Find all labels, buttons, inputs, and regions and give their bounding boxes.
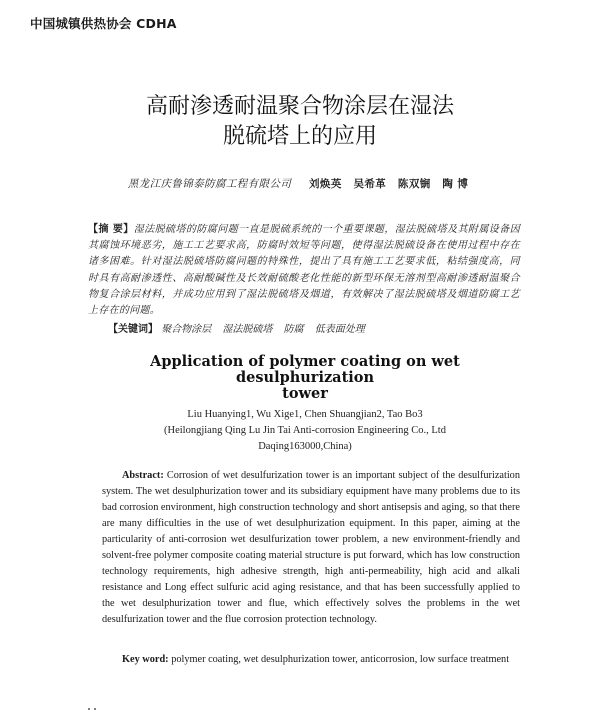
keywords-english: [102, 652, 520, 668]
title-chinese-line-2: 脱硫塔上的应用: [222, 124, 377, 149]
title-chinese: [0, 92, 600, 152]
affiliation-english: (Heilongjiang Qing Lu Jin Tai Anti-corrosion Engineering Co., Ltd: [164, 425, 446, 436]
abstract-chinese: [88, 222, 520, 319]
keyword-cn: 防腐: [283, 324, 304, 335]
keyword-cn: 低表面处理: [314, 324, 365, 335]
abstract-english: [102, 468, 520, 628]
affiliation-chinese: 黑龙江庆鲁锦泰防腐工程有限公司: [127, 178, 292, 190]
abstract-chinese-text: 湿法脱硫塔的防腐问题一直是脱硫系统的一个重要课题，湿法脱硫塔及其附属设备因其腐蚀环境恶劣，施工工艺要求高，防腐时效短等问题，使得湿法脱硫设备在使用过程中存在诸多困难。针对湿法脱硫塔防腐问题的特殊性，提出了具有施工工艺要求低，粘结强度高，同时具有高耐渗透性、高耐酸碱性及长效耐硫酸老化性能的新型环保无溶剂型高耐渗透耐温聚合物复合涂层材料，并成功应用到了湿法脱硫塔及烟道，有效解决了湿法脱硫塔及烟道防腐工艺上存在的问题。: [88, 224, 520, 317]
author-name-cn: 陶 博: [442, 178, 469, 190]
keyword-cn: 湿法脱硫塔: [222, 324, 273, 335]
affiliation-city-english: Daqing163000,China): [258, 441, 352, 452]
author-name-cn: 刘焕英: [309, 178, 342, 190]
keywords-chinese-label: 【关键词】: [108, 324, 158, 335]
abstract-chinese-label: 【摘 要】: [88, 224, 134, 235]
keywords-english-label: Key word:: [122, 654, 169, 665]
author-names-english: Liu Huanying1, Wu Xige1, Chen Shuangjian2, Tao Bo3: [187, 409, 423, 420]
title-english: [80, 354, 530, 402]
keyword-cn: 聚合物涂层: [161, 324, 212, 335]
author-name-cn: 陈双锎: [397, 178, 431, 190]
journal-header: 中国城镇供热协会 CDHA: [30, 16, 177, 31]
authors-chinese: [0, 176, 600, 191]
title-english-line-1: Application of polymer coating on wet desulphurization: [150, 353, 460, 386]
scan-speck-mark: [86, 706, 102, 712]
author-name-cn: 吴希革: [353, 178, 387, 190]
keywords-english-text: polymer coating, wet desulphurization tower, anticorrosion, low surface treatment: [171, 654, 510, 665]
keywords-chinese: [108, 322, 528, 338]
title-english-line-2: tower: [282, 385, 328, 402]
authors-english: [80, 407, 530, 455]
abstract-english-text: Corrosion of wet desulfurization tower is an important subject of the desulfurization system. The wet desulphurization tower and its subsidiary equipment have many problems due to its bad corrosion environment, high construction technology and short antisepsis and aging, so that there are many difficulties in the use of wet desulphurization equipment. In this paper, aiming at the particularity of anti-corrosion wet desulfurization tower problem, a new environment-friendly and solvent-free polymer composite coating material structure is put forward, which has low construction technology requirements, high adhesive strength, high anti-permeability, high acid and alkali resistance and Long effect sulfuric acid aging resistance, and that has been successfully applied to the wet desulphurization tower and flue, which effectively solves the problems in the wet desulfurization tower and the flue corrosion protection technology.: [102, 470, 520, 625]
title-chinese-line-1: 高耐渗透耐温聚合物涂层在湿法: [145, 94, 454, 119]
abstract-english-label: Abstract:: [122, 470, 164, 481]
